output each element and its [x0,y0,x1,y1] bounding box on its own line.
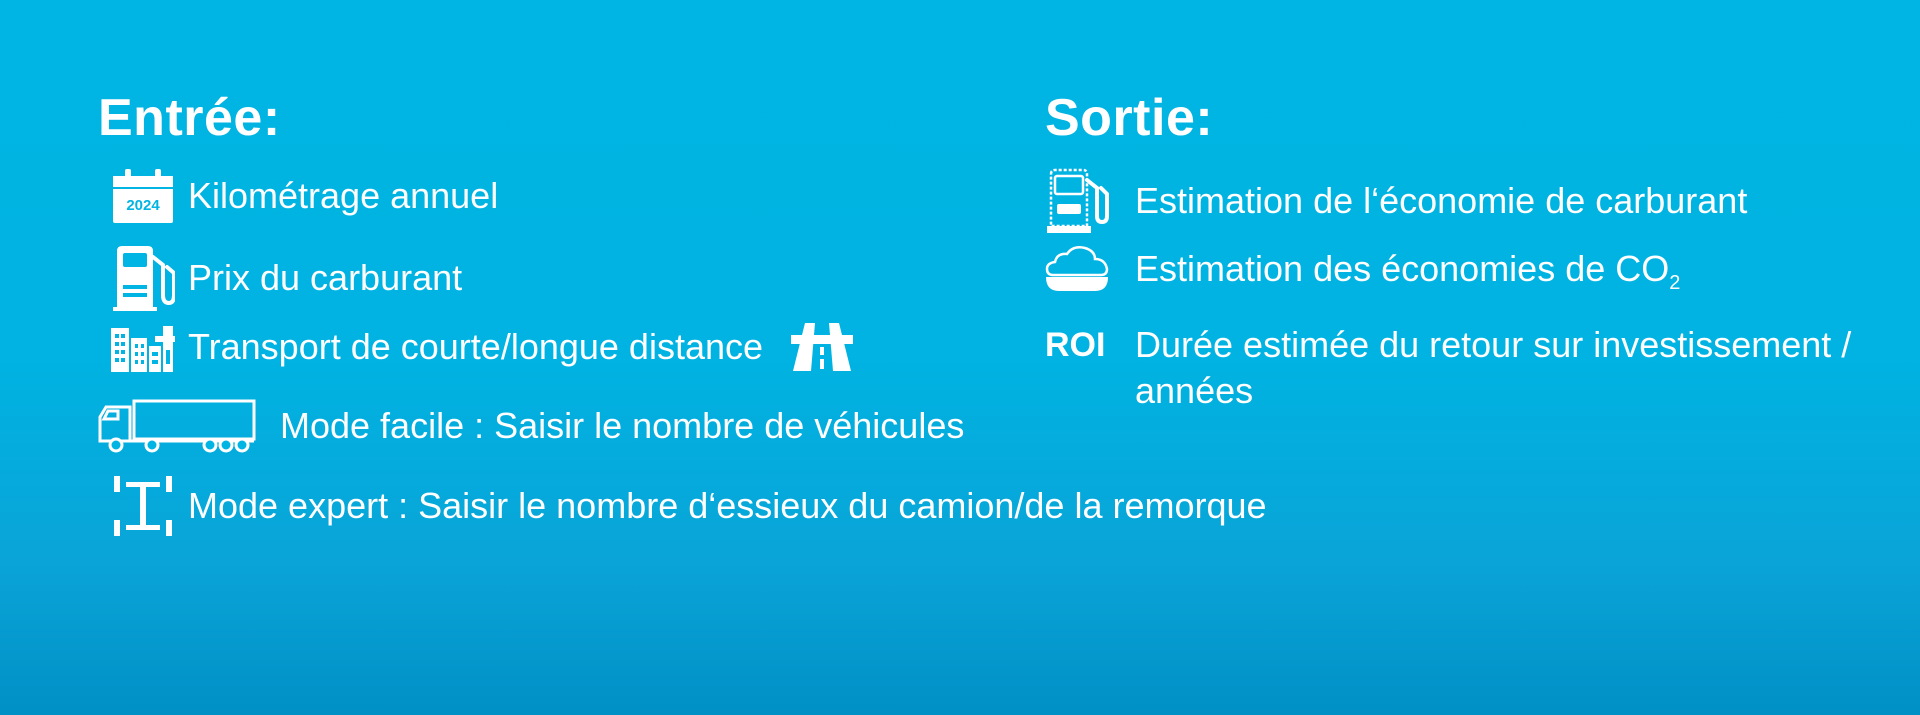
input-item-label: Mode facile : Saisir le nombre de véhicules [280,405,965,446]
input-item-label: Transport de courte/longue distance [188,326,764,367]
output-item-label: Durée estimée du retour sur investissement / années [1135,324,1852,411]
cloud-icon [1045,245,1135,293]
svg-text:2024: 2024 [126,197,160,214]
calendar-icon [98,168,188,224]
fuel-station-icon [1045,168,1135,234]
roi-label: ROI [1045,325,1106,364]
output-item-fuel-savings [1045,168,1747,234]
input-item-label: Mode expert : Saisir le nombre d‘essieux du camion/de la remorque [188,485,1267,526]
truck-trailer-icon [98,399,280,453]
output-item-roi [1045,322,1895,414]
output-item-label: Estimation de l‘économie de carburant [1135,180,1748,221]
output-item-label: Estimation des économies de $CO_2$ [1135,248,1681,294]
axle-icon [98,476,188,536]
output-section [1045,82,1895,411]
output-title: Sortie: [1045,89,1214,147]
input-item-easy-mode [98,399,964,453]
city-buildings-icon [98,322,188,372]
input-item-label: Prix du carburant [188,257,463,298]
fuel-pump-icon [98,245,188,311]
highway-icon [791,323,853,371]
input-item-transport-distance [98,322,853,372]
input-item-expert-mode [98,476,1267,536]
input-item-label: Kilométrage annuel [188,175,499,216]
input-title: Entrée: [98,89,281,147]
input-item-fuel-price [98,245,462,311]
output-item-co2-savings [1045,245,1680,293]
input-item-annual-mileage [98,168,498,224]
co2-subscript: 2 [1669,272,1681,294]
